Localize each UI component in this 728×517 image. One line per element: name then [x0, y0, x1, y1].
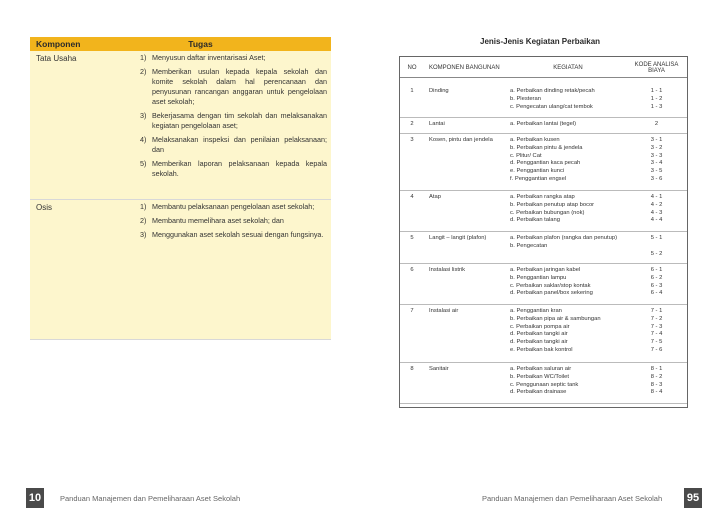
- header-kegiatan: KEGIATAN: [553, 64, 583, 71]
- kode-line: 4 - 1: [650, 194, 663, 200]
- row-no: 5: [410, 235, 414, 241]
- kode-line: 3 - 6: [650, 175, 663, 182]
- kode-line: 7 - 4: [650, 331, 663, 338]
- task-number: 3): [140, 111, 147, 120]
- kegiatan-line: a. Perbaikan kusen: [510, 137, 560, 143]
- table-header-row: [400, 62, 687, 78]
- task-item: [140, 135, 327, 155]
- kode-line: 4 - 2: [650, 201, 663, 208]
- row-komponen: Dinding: [429, 88, 449, 94]
- komponen-label: Osis: [36, 203, 52, 212]
- kode-line: 3 - 2: [650, 144, 663, 151]
- row-kegiatan: [508, 192, 626, 231]
- kegiatan-line: c. Plitur/ Cat: [510, 152, 542, 159]
- section-osis: [30, 200, 331, 340]
- kegiatan-line: c. Perbaikan pompa air: [510, 323, 570, 330]
- header-komponen: Komponen: [36, 39, 81, 49]
- row-kegiatan: [508, 86, 626, 117]
- table-row: [400, 265, 687, 305]
- kode-line: 6 - 1: [650, 267, 663, 273]
- table-row: [400, 86, 687, 118]
- kegiatan-line: b. Penggantian lampu: [510, 274, 567, 281]
- kode-line: 1 - 3: [650, 103, 663, 110]
- kode-line: 7 - 1: [650, 308, 663, 314]
- header-komponen-bangunan: KOMPONEN BANGUNAN: [429, 64, 500, 71]
- row-komponen: Sanitair: [429, 366, 449, 372]
- task-number: 2): [140, 216, 147, 225]
- header-tugas: Tugas: [188, 39, 213, 49]
- task-text: Membantu memelihara aset sekolah; dan: [152, 216, 284, 225]
- page-number-right: 95: [684, 488, 702, 508]
- kegiatan-line: a. Penggantian kran: [510, 308, 562, 314]
- kegiatan-line: a. Perbaikan jaringan kabel: [510, 267, 581, 273]
- table-row: [400, 192, 687, 232]
- kegiatan-line: a. Perbaikan lantai (tegel): [510, 121, 577, 127]
- kode-line: 8 - 1: [650, 366, 663, 372]
- task-item: [140, 159, 327, 179]
- kegiatan-line: b. Perbaikan pintu & jendela: [510, 144, 583, 151]
- kegiatan-line: e. Perbaikan bak kontrol: [510, 346, 573, 353]
- task-list: [130, 51, 331, 199]
- kegiatan-line: d. Perbaikan tangki air: [510, 339, 568, 346]
- row-no: 8: [410, 366, 414, 372]
- task-text: Melaksanakan inspeksi dan penilaian pelaksanaan; dan: [152, 135, 327, 154]
- task-number: 4): [140, 135, 147, 144]
- kegiatan-perbaikan-title: Jenis-Jenis Kegiatan Perbaikan: [480, 37, 601, 46]
- task-text: Memberikan laporan pelaksanaan kepada kepala sekolah.: [152, 159, 327, 178]
- row-kegiatan: [508, 233, 626, 263]
- kegiatan-line: c. Perbaikan bubungan (nok): [510, 209, 585, 216]
- task-text: Menyusun daftar inventarisasi Aset;: [152, 53, 266, 62]
- row-kode: [626, 192, 687, 231]
- kode-line: 8 - 3: [650, 381, 663, 388]
- page-number-left: 10: [26, 488, 44, 508]
- row-komponen: Instalasi air: [429, 308, 459, 314]
- task-text: Memberikan usulan kepada kepala sekolah dan komite sekolah dalam hal perencanaan dan penyusunan rancangan anggaran untuk pengelolaan aset sekolah;: [152, 67, 327, 106]
- task-item: [140, 230, 327, 240]
- kode-line: 3 - 5: [650, 168, 663, 175]
- tugas-table: [30, 37, 331, 340]
- kegiatan-line: d. Perbaikan drainase: [510, 389, 567, 396]
- table-row: [400, 135, 687, 191]
- task-number: 1): [140, 53, 147, 62]
- kegiatan-line: c. Perbaikan saklar/stop kontak: [510, 282, 591, 289]
- row-kode: [626, 119, 687, 133]
- row-kode: [626, 233, 687, 263]
- kode-line: 1 - 2: [650, 95, 663, 102]
- task-item: [140, 216, 327, 226]
- kegiatan-line: a. Perbaikan rangka atap: [510, 194, 575, 200]
- row-kode: [626, 86, 687, 117]
- header-no: NO: [407, 64, 417, 71]
- kegiatan-line: b. Plesteran: [510, 95, 541, 102]
- kode-line: 5 - 1: [650, 235, 663, 241]
- table-row: [400, 306, 687, 363]
- section-tata-usaha: [30, 51, 331, 200]
- row-kode: [626, 265, 687, 304]
- kegiatan-line: e. Penggantian kunci: [510, 168, 565, 175]
- table-row: [400, 119, 687, 134]
- kode-line: 3 - 4: [650, 160, 663, 167]
- row-kegiatan: [508, 306, 626, 362]
- kode-line: 8 - 2: [650, 373, 663, 380]
- table-row: [400, 233, 687, 264]
- kegiatan-perbaikan-table: [399, 56, 688, 408]
- kegiatan-line: a. Perbaikan plafon (rangka dan penutup): [510, 235, 617, 241]
- row-kode: [626, 135, 687, 190]
- kode-line: 2: [654, 121, 659, 127]
- row-komponen: Langit – langit (plafon): [429, 235, 487, 241]
- komponen-label: Tata Usaha: [36, 54, 77, 63]
- row-kegiatan: [508, 265, 626, 304]
- row-no: 4: [410, 194, 414, 200]
- kegiatan-line: b. Pengecatan: [510, 242, 548, 249]
- task-item: [140, 202, 327, 212]
- kode-line: 8 - 4: [650, 389, 663, 396]
- kegiatan-line: b. Perbaikan penutup atap bocor: [510, 201, 595, 208]
- kode-line: 5 - 2: [650, 250, 663, 257]
- task-number: 2): [140, 67, 147, 76]
- task-list: [130, 200, 331, 339]
- footer-title-right: Panduan Manajemen dan Pemeliharaan Aset Sekolah: [482, 494, 663, 503]
- kegiatan-line: f. Penggantian engsel: [510, 175, 567, 182]
- row-komponen: Atap: [429, 194, 441, 200]
- kegiatan-line: a. Perbaikan dinding retak/pecah: [510, 88, 595, 94]
- kode-line: 3 - 1: [650, 137, 663, 143]
- task-text: Menggunakan aset sekolah sesuai dengan fungsinya.: [152, 230, 324, 239]
- kode-line: 7 - 3: [650, 323, 663, 330]
- kode-line: 7 - 5: [650, 339, 663, 346]
- row-no: 3: [410, 137, 414, 143]
- task-number: 5): [140, 159, 147, 168]
- footer-title-left: Panduan Manajemen dan Pemeliharaan Aset Sekolah: [60, 494, 241, 503]
- row-no: 2: [410, 121, 414, 127]
- table-row: [400, 364, 687, 404]
- row-kegiatan: [508, 119, 626, 133]
- kegiatan-line: d. Penggantian kaca pecah: [510, 160, 581, 167]
- kode-line: 7 - 6: [650, 346, 663, 353]
- kegiatan-line: d. Perbaikan panel/box sekering: [510, 290, 593, 297]
- task-item: [140, 111, 327, 131]
- kegiatan-line: b. Perbaikan pipa air & sambungan: [510, 315, 601, 322]
- task-number: 1): [140, 202, 147, 211]
- kegiatan-line: d. Perbaikan talang: [510, 217, 560, 224]
- kegiatan-line: b. Perbaikan WC/Toilet: [510, 373, 569, 380]
- kegiatan-line: d. Perbaikan tangki air: [510, 331, 568, 338]
- row-kegiatan: [508, 135, 626, 190]
- row-kegiatan: [508, 364, 626, 403]
- kode-line: 6 - 2: [650, 274, 663, 281]
- kegiatan-line: c. Pengecatan ulang/cat tembok: [510, 103, 593, 110]
- task-number: 3): [140, 230, 147, 239]
- row-komponen: Lantai: [429, 121, 445, 127]
- kode-line: 1 - 1: [650, 88, 663, 94]
- row-komponen: Instalasi listrik: [429, 267, 466, 273]
- header-kode-analisa: KODE ANALISA BIAYA: [634, 61, 679, 74]
- kode-line: 7 - 2: [650, 315, 663, 322]
- kegiatan-line: c. Penggunaan septic tank: [510, 381, 579, 388]
- task-item: [140, 67, 327, 107]
- kode-line: 4 - 4: [650, 217, 663, 224]
- row-komponen: Kosen, pintu dan jendela: [429, 137, 493, 143]
- kode-line: 4 - 3: [650, 209, 663, 216]
- kegiatan-line: a. Perbaikan saluran air: [510, 366, 572, 372]
- task-text: Bekerjasama dengan tim sekolah dan melaksanakan kegiatan pengelolaan aset;: [152, 111, 327, 130]
- kode-line: 6 - 4: [650, 290, 663, 297]
- row-kode: [626, 306, 687, 362]
- kode-line: 3 - 3: [650, 152, 663, 159]
- kode-line: 6 - 3: [650, 282, 663, 289]
- row-no: 1: [410, 88, 414, 94]
- row-kode: [626, 364, 687, 403]
- task-text: Membantu pelaksanaan pengelolaan aset sekolah;: [152, 202, 315, 211]
- task-item: [140, 53, 327, 63]
- row-no: 6: [410, 267, 414, 273]
- row-no: 7: [410, 308, 414, 314]
- tugas-table-header: [30, 37, 331, 51]
